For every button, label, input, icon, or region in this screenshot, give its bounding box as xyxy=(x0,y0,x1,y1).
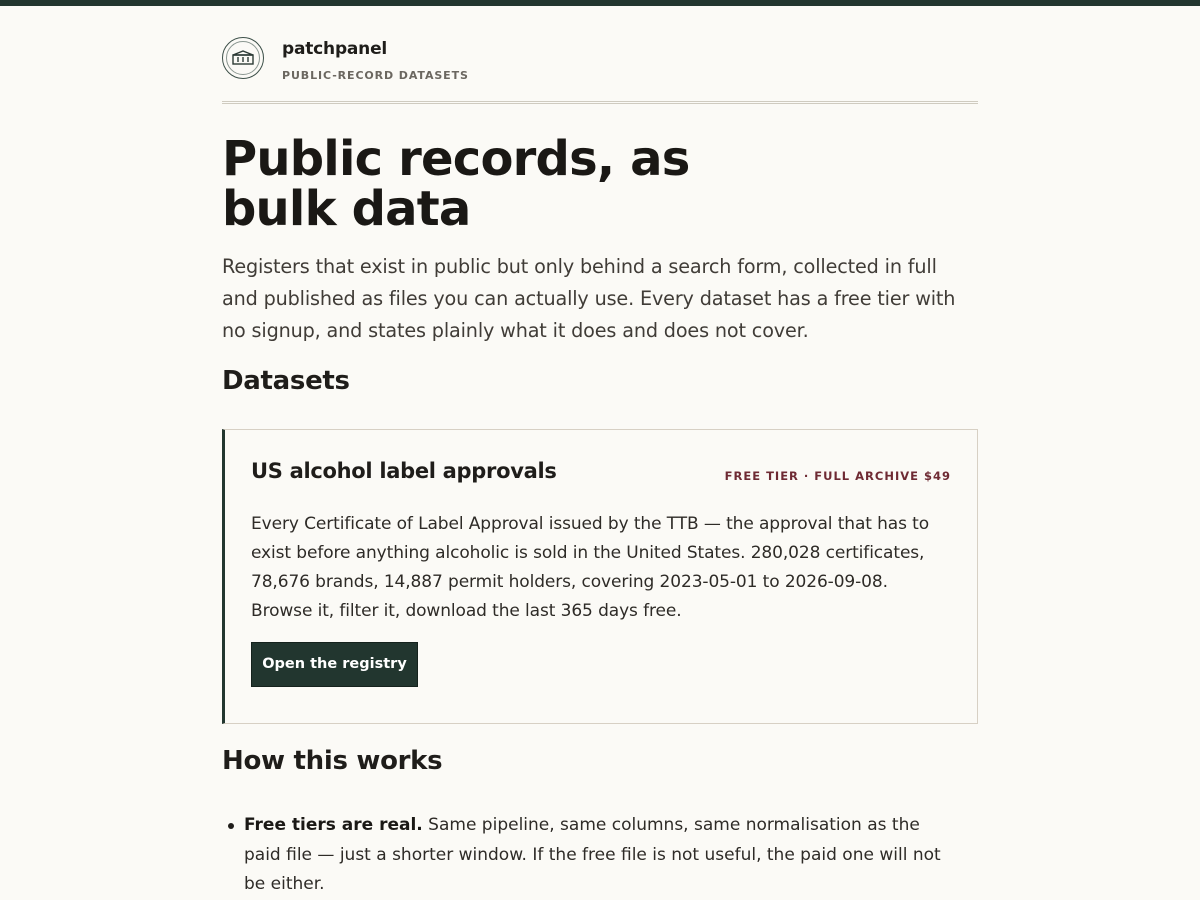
site-header xyxy=(222,6,978,104)
building-columns-icon[interactable] xyxy=(222,37,264,79)
page-container xyxy=(222,6,978,894)
dataset-card xyxy=(222,429,978,724)
bullet-icon xyxy=(228,823,234,829)
site-name[interactable]: patchpanel xyxy=(282,39,388,59)
list-item-text: Same pipeline, same columns, same normalisation as the paid file — just a shorter window. If the free file is not useful, the paid one will not be either. xyxy=(244,815,941,894)
how-list xyxy=(222,811,944,900)
pricing-badge: FREE TIER · FULL ARCHIVE $49 xyxy=(724,469,951,483)
dataset-description: Every Certificate of Label Approval issued by the TTB — the approval that has to exist before anything alcoholic is sold in the United States. 280,028 certificates, 78,676 brands, 14,887 permit holders, covering 2023-05-01 to 2026-09-08. Browse it, filter it, download the last 365 days free. xyxy=(251,514,930,621)
open-registry-button[interactable]: Open the registry xyxy=(251,642,418,687)
list-item xyxy=(244,811,944,900)
dataset-title: US alcohol label approvals xyxy=(251,459,557,483)
page-title: Public records, as bulk data xyxy=(222,131,690,237)
how-this-works-heading: How this works xyxy=(222,746,443,776)
datasets-heading: Datasets xyxy=(222,366,350,396)
hero-lede: Registers that exist in public but only behind a search form, collected in full and published as files you can actually use. Every dataset has a free tier with no signup, and states plainly what it does and does not cover. xyxy=(222,255,956,342)
site-tagline: PUBLIC-RECORD DATASETS xyxy=(282,69,469,82)
list-item-lead: Free tiers are real. xyxy=(244,815,423,835)
